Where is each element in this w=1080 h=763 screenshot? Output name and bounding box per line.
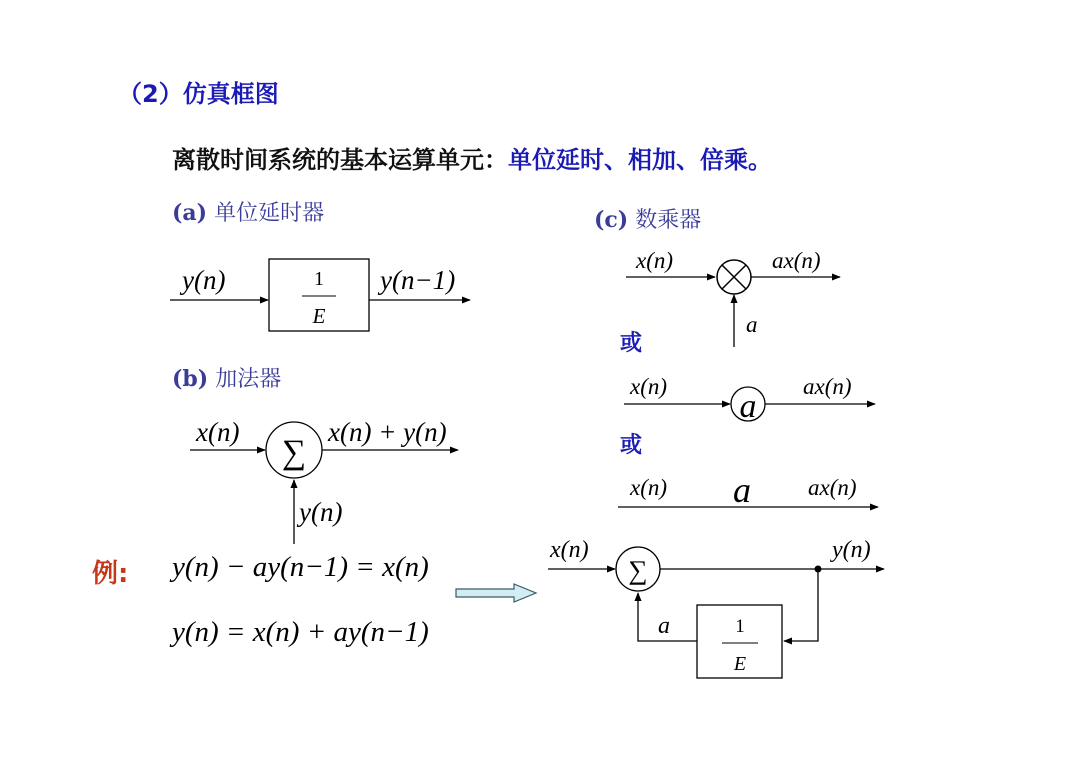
mult2-output-label: ax(n): [803, 374, 852, 399]
mult2-input-label: x(n): [630, 374, 668, 399]
example-diagram: [548, 537, 884, 678]
adder-heading-tag: (b): [172, 366, 209, 392]
adder-input-label: x(n): [196, 417, 240, 447]
delay-box-bottom: E: [312, 304, 326, 328]
multiplier-form1: [626, 248, 840, 347]
example-sum-symbol: ∑: [628, 555, 648, 585]
multiplier-heading-text: 数乘器: [635, 208, 702, 233]
or-label-2: 或: [620, 433, 643, 458]
page-title: （2）仿真框图: [118, 80, 279, 108]
intro-highlight: 单位延时、相加、倍乘。: [508, 146, 772, 174]
delay-output-label: y(n−1): [380, 265, 456, 295]
adder-heading-text: 加法器: [215, 367, 282, 392]
mult1-gain-label: a: [746, 312, 758, 337]
example-equation-1: y(n) − ay(n−1) = x(n): [172, 551, 429, 583]
delay-heading-tag: (a): [172, 200, 208, 226]
mult1-output-label: ax(n): [772, 248, 821, 273]
multiplier-heading-tag: (c): [594, 207, 629, 233]
delay-input-label: y(n): [182, 265, 226, 295]
multiplier-form2: [624, 374, 875, 425]
example-output-label: y(n): [832, 537, 871, 563]
delay-heading-text: 单位延时器: [214, 201, 325, 226]
mult3-input-label: x(n): [630, 475, 668, 500]
example-gain-label: a: [658, 613, 670, 639]
example-equation-2: y(n) = x(n) + ay(n−1): [172, 616, 429, 648]
adder-output-label: x(n) + y(n): [328, 417, 447, 447]
example-feedback-path: [784, 569, 818, 641]
or-label-1: 或: [620, 331, 643, 356]
adder-diagram: [190, 417, 458, 544]
example-box-top: 1: [735, 616, 745, 637]
delay-box-top: 1: [314, 268, 324, 290]
delay-diagram: [170, 259, 470, 331]
example-label: 例:: [92, 559, 129, 589]
intro-lead: 离散时间系统的基本运算单元：: [172, 146, 508, 174]
multiplier-form3: [618, 470, 878, 510]
mult1-input-label: x(n): [636, 248, 674, 273]
mult3-output-label: ax(n): [808, 475, 857, 500]
adder-sum-symbol: ∑: [281, 434, 307, 471]
mult3-gain-label: a: [733, 470, 751, 510]
mult2-circle-label: a: [739, 388, 757, 425]
example-input-label: x(n): [550, 537, 589, 563]
right-arrow-icon: [456, 584, 536, 602]
example-box-bottom: E: [733, 653, 747, 675]
adder-bottom-label: y(n): [299, 497, 343, 527]
